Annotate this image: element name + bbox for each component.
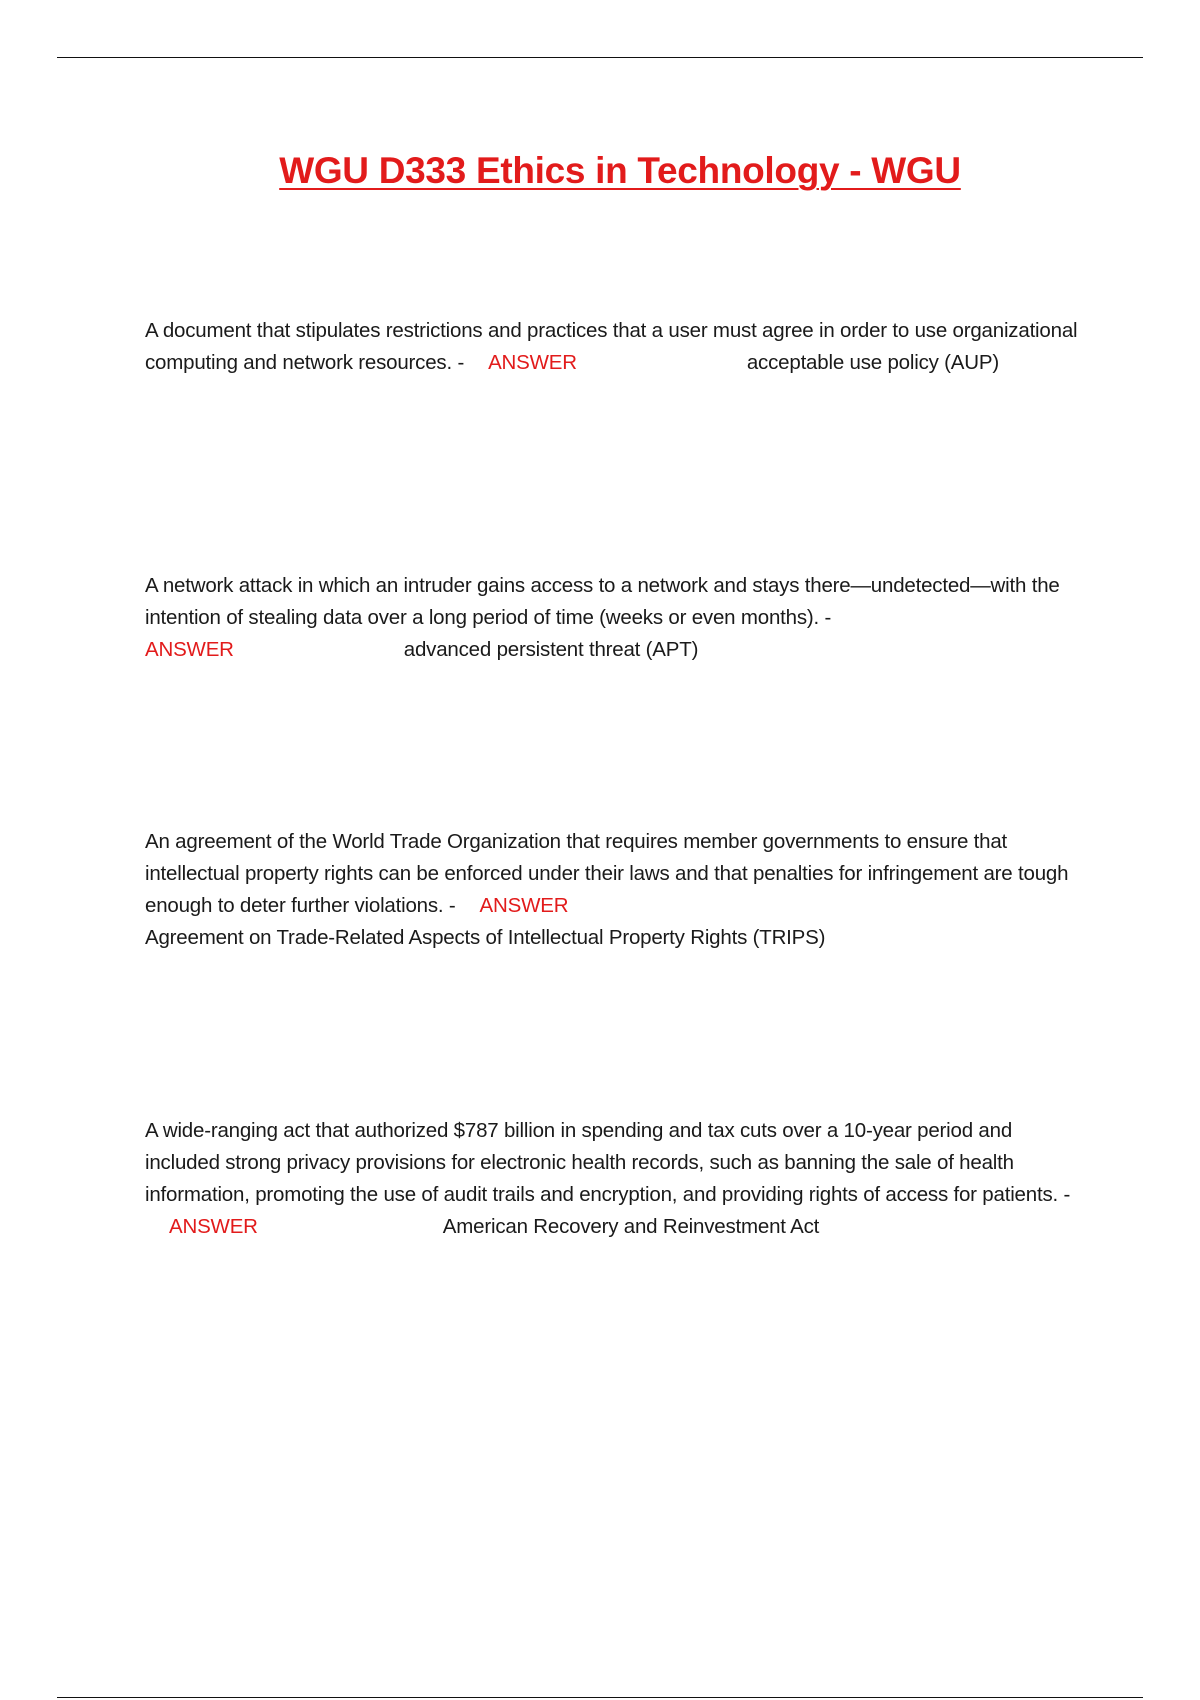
qa-item	[145, 826, 1085, 954]
answer-label: ANSWER	[145, 638, 234, 661]
answer-text: American Recovery and Reinvestment Act	[442, 1215, 820, 1238]
top-rule	[57, 57, 1143, 58]
qa-item	[145, 1115, 1085, 1243]
answer-label: ANSWER	[488, 351, 577, 374]
question-text: An agreement of the World Trade Organization that requires member governments to ensure that intellectual property rights can be enforced under their laws and that penalties for infringement are tough enough to deter further violations. -	[145, 830, 1069, 917]
qa-item	[145, 315, 1085, 379]
answer-text: acceptable use policy (AUP)	[746, 351, 999, 374]
question-text: A document that stipulates restrictions and practices that a user must agree in order to use organizational computing and network resources. -	[145, 319, 1078, 374]
answer-label: ANSWER	[169, 1215, 258, 1238]
document-title: WGU D333 Ethics in Technology - WGU	[279, 150, 961, 191]
answer-text: Agreement on Trade-Related Aspects of Intellectual Property Rights (TRIPS)	[145, 926, 826, 949]
answer-label: ANSWER	[479, 894, 569, 917]
question-text: A wide-ranging act that authorized $787 billion in spending and tax cuts over a 10-year period and included strong privacy provisions for electronic health records, such as banning the sale of health information, promoting the use of audit trails and encryption, and providing rights of access for patients. -	[145, 1119, 1071, 1206]
answer-text: advanced persistent threat (APT)	[403, 638, 699, 661]
bottom-rule	[57, 1697, 1143, 1698]
qa-item	[145, 570, 1085, 666]
question-text: A network attack in which an intruder gains access to a network and stays there—undetected—with the intention of stealing data over a long period of time (weeks or even months). -	[145, 574, 1060, 629]
